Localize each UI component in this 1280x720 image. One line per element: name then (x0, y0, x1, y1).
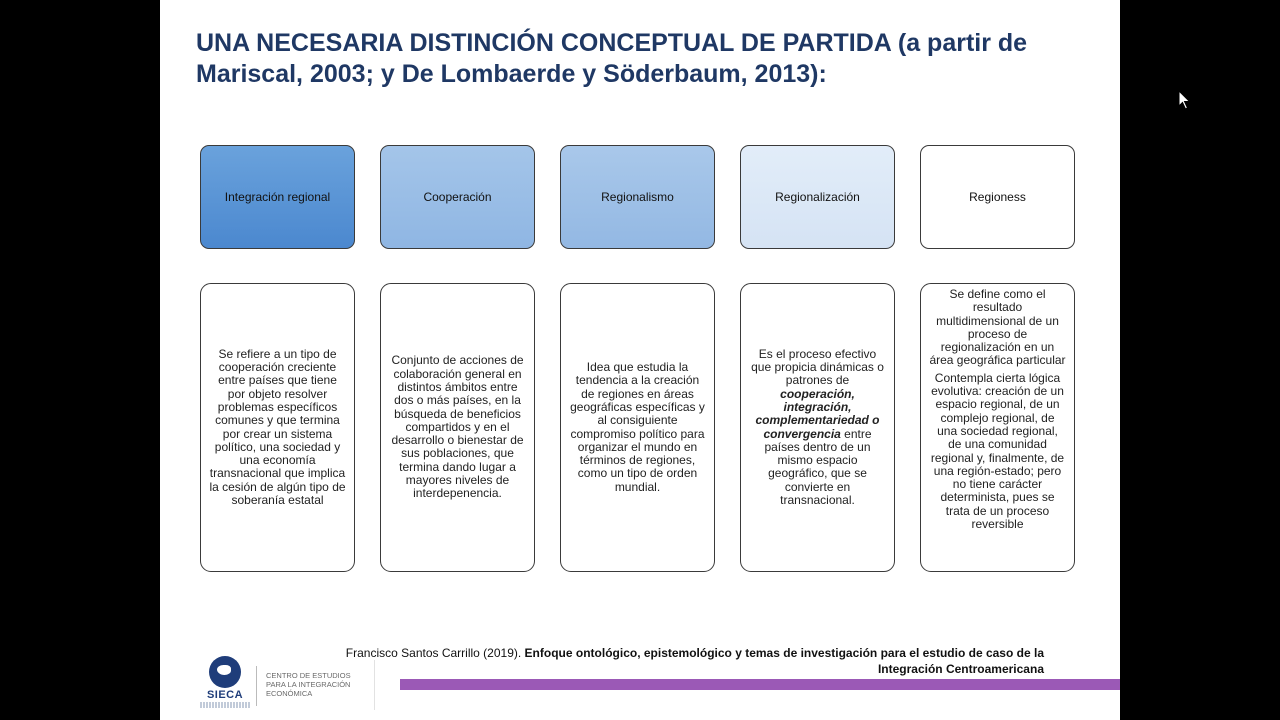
concept-description-regionalismo (560, 283, 715, 572)
concept-description-regioness (920, 283, 1075, 572)
logo-caption-line: CENTRO DE ESTUDIOS (266, 671, 351, 680)
description-paragraph-definition: Se define como el resultado multidimensional de un proceso de regionalización en un área geográfica particular (929, 287, 1066, 368)
description-text: Se refiere a un tipo de cooperación creciente entre países que tiene por objeto resolver problemas específicos comunes y que termina por crear un sistema político, una sociedad y una economía transnacional que implica la cesión de algún tipo de soberanía estatal (209, 346, 346, 507)
accent-bar (400, 679, 1120, 690)
description-text: Idea que estudia la tendencia a la creación de regiones en áreas geográficas específicas y al consiguiente compromiso político para organizar el mundo en términos de regiones, como un tipo de orden mundial. (570, 360, 705, 494)
description-text-after: entre países dentro de un mismo espacio geográfico, que se convierte en transnacional. (764, 426, 872, 507)
concept-description-cooperacion (380, 283, 535, 572)
description-paragraph-evolution: Contempla cierta lógica evolutiva: creación de un espacio regional, de un complejo regional, de una sociedad regional, de una comunidad regional y, finalmente, de una región-estado; pero no tiene carácter determinista, pues se trata de un proceso reversible (930, 370, 1065, 532)
description-text: Conjunto de acciones de colaboración general en distintos ámbitos entre dos o más países, en la búsqueda de beneficios compartidos y en el desarrollo o bienestar de sus poblaciones, que termina dando lugar a mayores niveles de interdepenencia. (391, 353, 524, 501)
logo-subtitle (200, 702, 250, 708)
concept-header-label: Cooperación (423, 190, 492, 204)
concept-header-regionalizacion (740, 145, 895, 249)
logo-caption-line: ECONÓMICA (266, 689, 313, 698)
citation-title-line2: Integración Centroamericana (877, 662, 1044, 676)
logo-name: SIECA (206, 689, 244, 701)
citation-author: Francisco Santos Carrillo (2019). (345, 646, 522, 660)
mouse-pointer-icon (1178, 90, 1192, 110)
globe-icon (209, 656, 241, 688)
concept-header-label: Integración regional (224, 190, 331, 204)
concept-description-integracion-regional (200, 283, 355, 572)
concept-header-cooperacion (380, 145, 535, 249)
concept-header-label: Regionalización (775, 190, 860, 204)
citation (324, 645, 1044, 677)
logo-caption-line: PARA LA INTEGRACIÓN (266, 680, 351, 689)
footer-divider (374, 660, 375, 710)
logo-divider (256, 666, 257, 706)
concept-header-regioness (920, 145, 1075, 249)
logo-caption (266, 671, 366, 698)
sieca-logo (200, 656, 250, 708)
concept-header-integracion-regional (200, 145, 355, 249)
citation-title-line1: Enfoque ontológico, epistemológico y temas de investigación para el estudio de caso de la (524, 646, 1044, 660)
description-emphasis: cooperación, integración, complementariedad o convergencia (755, 386, 880, 441)
concept-header-label: Regioness (969, 190, 1026, 204)
description-text (749, 348, 886, 508)
concept-header-regionalismo (560, 145, 715, 249)
concept-header-label: Regionalismo (601, 190, 674, 204)
description-text-before: Es el proceso efectivo que propicia dinámicas o patrones de (751, 346, 884, 388)
concept-description-regionalizacion (740, 283, 895, 572)
slide-title: UNA NECESARIA DISTINCIÓN CONCEPTUAL DE PARTIDA (a partir de Mariscal, 2003; y De Lombaerde y Söderbaum, 2013): (196, 29, 1028, 88)
slide (160, 0, 1120, 720)
